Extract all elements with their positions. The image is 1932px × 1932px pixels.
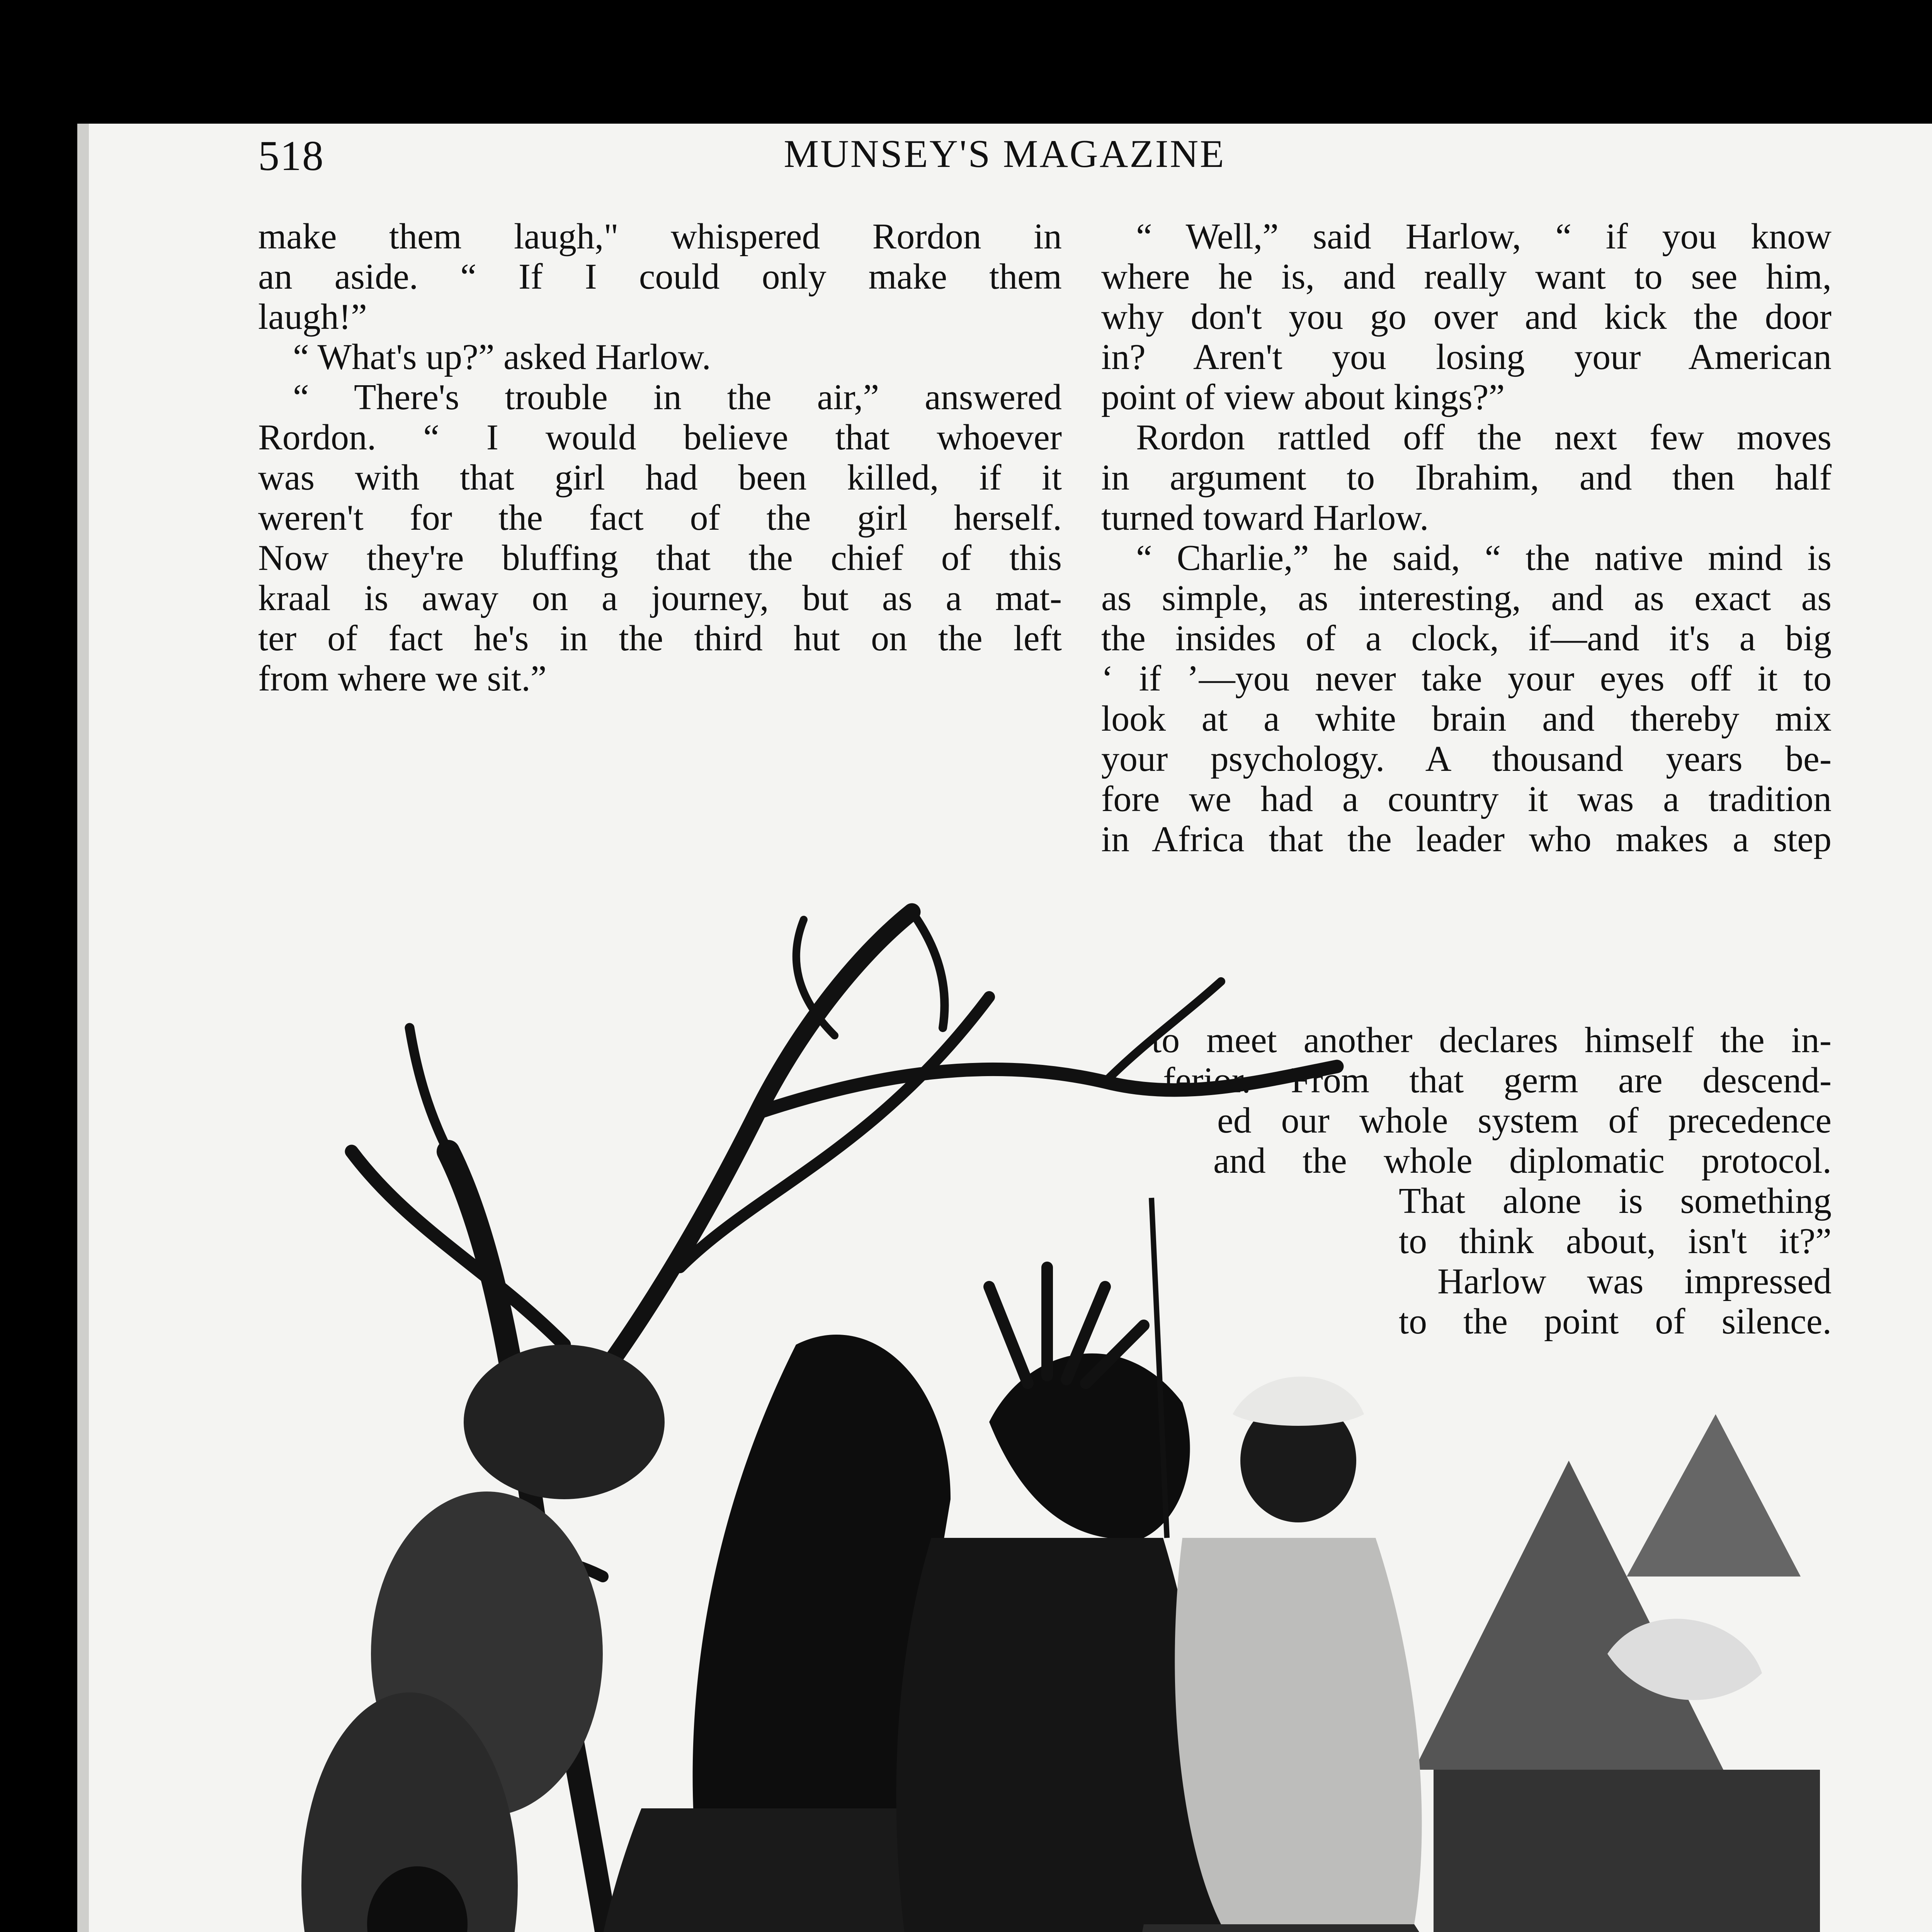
- text-line: an aside. “ If I could only make them: [258, 257, 1062, 297]
- text-line: turned toward Harlow.: [1101, 498, 1429, 538]
- text-line: “ What's up?” asked Harlow.: [293, 337, 711, 377]
- text-line: look at a white brain and thereby mix: [1101, 699, 1832, 739]
- text-line: “ Well,” said Harlow, “ if you know: [1136, 216, 1832, 257]
- text-line: was with that girl had been killed, if it: [258, 457, 1062, 498]
- illustration: [294, 881, 1832, 1932]
- huts: [1414, 1414, 1820, 1932]
- text-line: point of view about kings?”: [1101, 377, 1505, 417]
- text-line: in? Aren't you losing your American: [1101, 337, 1832, 377]
- text-line: Harlow was impressed: [1437, 1261, 1832, 1301]
- text-line: “ Charlie,” he said, “ the native mind is: [1136, 538, 1832, 578]
- paragraph: [258, 337, 1062, 377]
- text-line: as simple, as interesting, and as exact as: [1101, 578, 1832, 618]
- text-line: ‘ if ’—you never take your eyes off it to: [1101, 658, 1832, 699]
- text-line: make them laugh," whispered Rordon in: [258, 216, 1062, 257]
- text-line: in argument to Ibrahim, and then half: [1101, 457, 1832, 498]
- text-line: laugh!”: [258, 297, 367, 337]
- paragraph: [258, 216, 1062, 337]
- paragraph: [258, 377, 1062, 699]
- text-line: to the point of silence.: [1399, 1301, 1832, 1342]
- text-line: Rordon rattled off the next few moves: [1136, 417, 1832, 457]
- text-line: ed our whole system of precedence: [1217, 1100, 1832, 1141]
- text-line: ter of fact he's in the third hut on the left: [258, 618, 1062, 658]
- text-line: fore we had a country it was a tradition: [1101, 779, 1832, 819]
- page-number: 518: [258, 132, 324, 179]
- text-line: to meet another declares himself the in-: [1151, 1020, 1832, 1060]
- text-line: “ There's trouble in the air,” answered: [293, 377, 1062, 417]
- text-line: your psychology. A thousand years be-: [1101, 739, 1832, 779]
- paragraph: [1101, 216, 1832, 417]
- foliage: [301, 1345, 665, 1932]
- text-line: That alone is something: [1399, 1181, 1832, 1221]
- left-column: [258, 216, 1062, 699]
- text-line: the insides of a clock, if—and it's a big: [1101, 618, 1832, 658]
- text-line: to think about, isn't it?”: [1399, 1221, 1832, 1261]
- text-line: from where we sit.”: [258, 658, 547, 699]
- text-line: in Africa that the leader who makes a step: [1101, 819, 1832, 859]
- text-line: weren't for the fact of the girl herself.: [258, 498, 1062, 538]
- text-line: kraal is away on a journey, but as a mat-: [258, 578, 1062, 618]
- text-line: where he is, and really want to see him,: [1101, 257, 1832, 297]
- text-line: ferior. From that germ are descend-: [1163, 1060, 1832, 1100]
- text-line: Now they're bluffing that the chief of this: [258, 538, 1062, 578]
- binding-edge: [77, 124, 89, 1932]
- magazine-title: MUNSEY'S MAGAZINE: [784, 132, 1226, 176]
- text-line: and the whole diplomatic protocol.: [1213, 1141, 1832, 1181]
- right-column: [1101, 216, 1832, 859]
- paragraph: [1101, 417, 1832, 538]
- text-line: Rordon. “ I would believe that whoever: [258, 417, 1062, 457]
- paragraph: [1101, 538, 1832, 859]
- text-line: why don't you go over and kick the door: [1101, 297, 1832, 337]
